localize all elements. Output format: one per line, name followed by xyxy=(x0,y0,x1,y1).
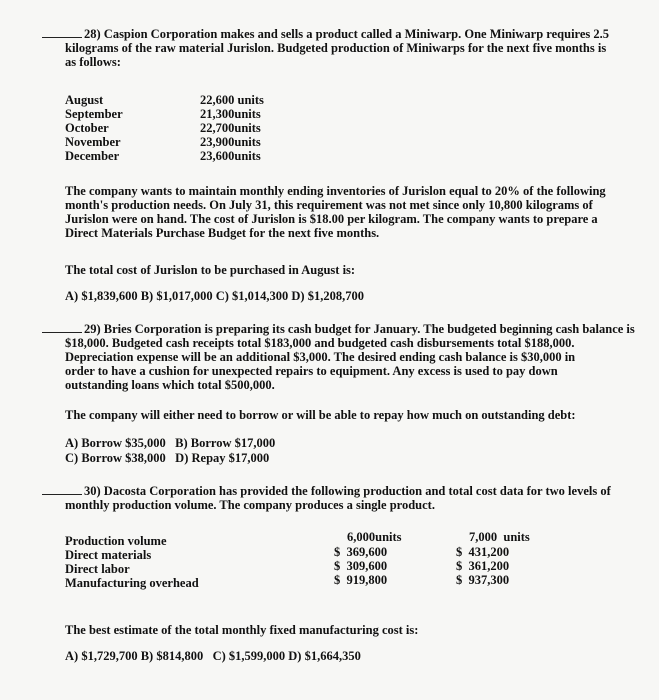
cost-row-value-6000: $ 309,600 xyxy=(334,559,388,573)
q30-line1: 30) Dacosta Corporation has provided the following production and total cost data for two levels of xyxy=(84,484,611,498)
q30-answers: A) $1,729,700 B) $814,800 C) $1,599,000 D) $1,664,350 xyxy=(65,649,361,663)
question-28 xyxy=(42,27,652,69)
q29-question: The company will either need to borrow or will be able to repay how much on outstanding debt: xyxy=(65,408,576,422)
q28-line2: kilograms of the raw material Jurislon. Budgeted production of Miniwarps for the next five months is xyxy=(65,41,607,55)
cost-row-value-7000: $ 937,300 xyxy=(456,573,510,587)
month-units: 21,300units xyxy=(200,107,261,121)
q29-line1: 29) Bries Corporation is preparing its cash budget for January. The budgeted beginning cash balance is xyxy=(84,322,635,336)
q28-line3: as follows: xyxy=(65,55,121,69)
cost-row-label: Direct materials xyxy=(65,548,152,562)
month-label: December xyxy=(65,149,120,163)
cost-row-value-6000: $ 369,600 xyxy=(334,545,388,559)
q29-answers-line1: A) Borrow $35,000 B) Borrow $17,000 xyxy=(65,436,276,450)
answer-blank-28[interactable] xyxy=(42,28,82,38)
q29-answers-line2: C) Borrow $38,000 D) Repay $17,000 xyxy=(65,451,270,465)
answer-blank-30[interactable] xyxy=(42,485,82,495)
q29-line3: Depreciation expense will be an additional $3,000. The desired ending cash balance is $30,000 in xyxy=(65,350,576,364)
cost-row-value-6000: 6,000units xyxy=(347,530,402,544)
q28-para-line: Direct Materials Purchase Budget for the next five months. xyxy=(65,226,380,240)
q28-para-line: month's production needs. On July 31, this requirement was not met since only 10,800 kilograms of xyxy=(65,198,593,212)
question-30 xyxy=(42,484,654,512)
cost-row-label: Production volume xyxy=(65,534,167,548)
cost-row-value-7000: $ 431,200 xyxy=(456,545,510,559)
q30-question: The best estimate of the total monthly fixed manufacturing cost is: xyxy=(65,623,419,637)
q28-para-line: Jurislon were on hand. The cost of Jurislon is $18.00 per kilogram. The company wants to prepare a xyxy=(65,212,598,226)
q29-line5: outstanding loans which total $500,000. xyxy=(65,378,275,392)
cost-row-label: Direct labor xyxy=(65,562,130,576)
month-label: September xyxy=(65,107,123,121)
q28-line1: 28) Caspion Corporation makes and sells a product called a Miniwarp. One Miniwarp requires 2.5 xyxy=(84,27,610,41)
q30-line2: monthly production volume. The company produces a single product. xyxy=(65,498,435,512)
q29-line2: $18,000. Budgeted cash receipts total $183,000 and budgeted cash disbursements total $188,000. xyxy=(65,336,575,350)
q28-question: The total cost of Jurislon to be purchased in August is: xyxy=(65,263,356,277)
q29-line4: order to have a cushion for unexpected repairs to equipment. Any excess is used to pay down xyxy=(65,364,558,378)
cost-row-value-7000: 7,000 units xyxy=(469,530,530,544)
cost-row-label: Manufacturing overhead xyxy=(65,576,199,590)
month-label: August xyxy=(65,93,104,107)
month-label: October xyxy=(65,121,109,135)
cost-row-value-6000: $ 919,800 xyxy=(334,573,388,587)
q28-answers: A) $1,839,600 B) $1,017,000 C) $1,014,300 D) $1,208,700 xyxy=(65,289,364,303)
q28-paragraph xyxy=(65,184,655,240)
month-units: 22,600 units xyxy=(200,93,264,107)
question-29 xyxy=(42,322,654,392)
month-units: 23,600units xyxy=(200,149,261,163)
month-units: 23,900units xyxy=(200,135,261,149)
answer-blank-29[interactable] xyxy=(42,323,82,333)
month-label: November xyxy=(65,135,121,149)
q28-para-line: The company wants to maintain monthly ending inventories of Jurislon equal to 20% of the following xyxy=(65,184,606,198)
cost-row-value-7000: $ 361,200 xyxy=(456,559,510,573)
month-units: 22,700units xyxy=(200,121,261,135)
